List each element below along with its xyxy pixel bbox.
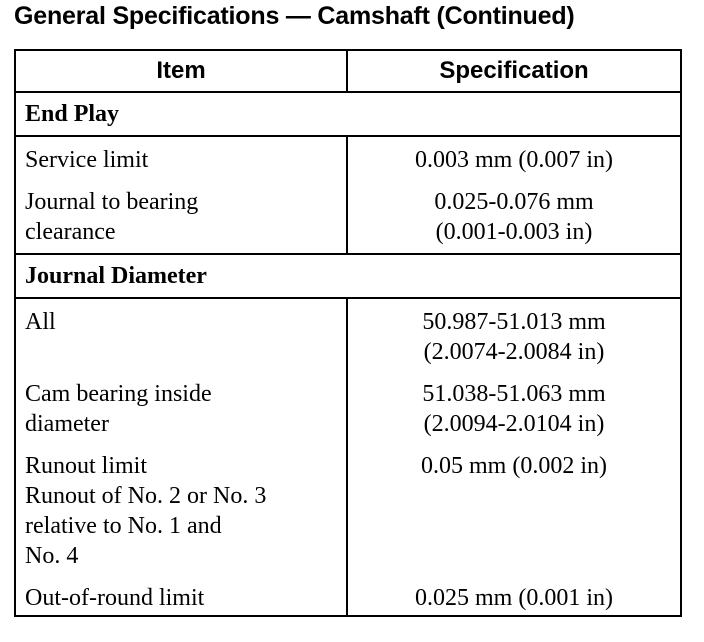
item-text: Runout of No. 2 or No. 3 <box>25 483 267 509</box>
item-text: Service limit <box>25 147 149 173</box>
spec-cell <box>347 136 681 175</box>
spec-text: 0.05 mm (0.002 in) <box>421 453 607 479</box>
spec-cell <box>347 298 681 367</box>
spec-text: 51.038-51.063 mm <box>422 381 606 407</box>
specifications-table <box>14 49 682 617</box>
table-row <box>15 136 681 175</box>
table-header-row <box>15 50 681 92</box>
column-header-item: Item <box>15 50 347 92</box>
section-title: Journal Diameter <box>15 254 681 298</box>
item-cell <box>15 439 347 571</box>
item-cell <box>15 571 347 616</box>
section-row-end-play <box>15 92 681 136</box>
item-text: Journal to bearing <box>25 189 199 215</box>
column-header-specification: Specification <box>347 50 681 92</box>
table-row <box>15 367 681 439</box>
item-text: clearance <box>25 219 116 245</box>
item-text: All <box>25 309 56 335</box>
table-row <box>15 571 681 616</box>
item-cell <box>15 136 347 175</box>
item-text: No. 4 <box>25 543 79 569</box>
spec-cell <box>347 175 681 254</box>
item-text: Out-of-round limit <box>25 585 205 611</box>
spec-cell <box>347 367 681 439</box>
spec-text: 0.025 mm (0.001 in) <box>415 585 613 611</box>
item-cell <box>15 367 347 439</box>
item-text: Runout limit <box>25 453 148 479</box>
spec-text: (2.0094-2.0104 in) <box>423 411 605 437</box>
item-cell <box>15 298 347 367</box>
spec-cell <box>347 571 681 616</box>
spec-text: 0.003 mm (0.007 in) <box>415 147 613 173</box>
spec-cell <box>347 439 681 571</box>
page-title: General Specifications — Camshaft (Continued) <box>14 2 575 30</box>
spec-text: 0.025-0.076 mm <box>434 189 594 215</box>
item-cell <box>15 175 347 254</box>
table-row <box>15 298 681 367</box>
spec-text: (2.0074-2.0084 in) <box>423 339 605 365</box>
section-title: End Play <box>15 92 681 136</box>
item-text: Cam bearing inside <box>25 381 212 407</box>
table-row <box>15 175 681 254</box>
item-text: relative to No. 1 and <box>25 513 222 539</box>
spec-text: 50.987-51.013 mm <box>422 309 606 335</box>
spec-text: (0.001-0.003 in) <box>435 219 593 245</box>
table-row <box>15 439 681 571</box>
section-row-journal-diameter <box>15 254 681 298</box>
item-text: diameter <box>25 411 109 437</box>
